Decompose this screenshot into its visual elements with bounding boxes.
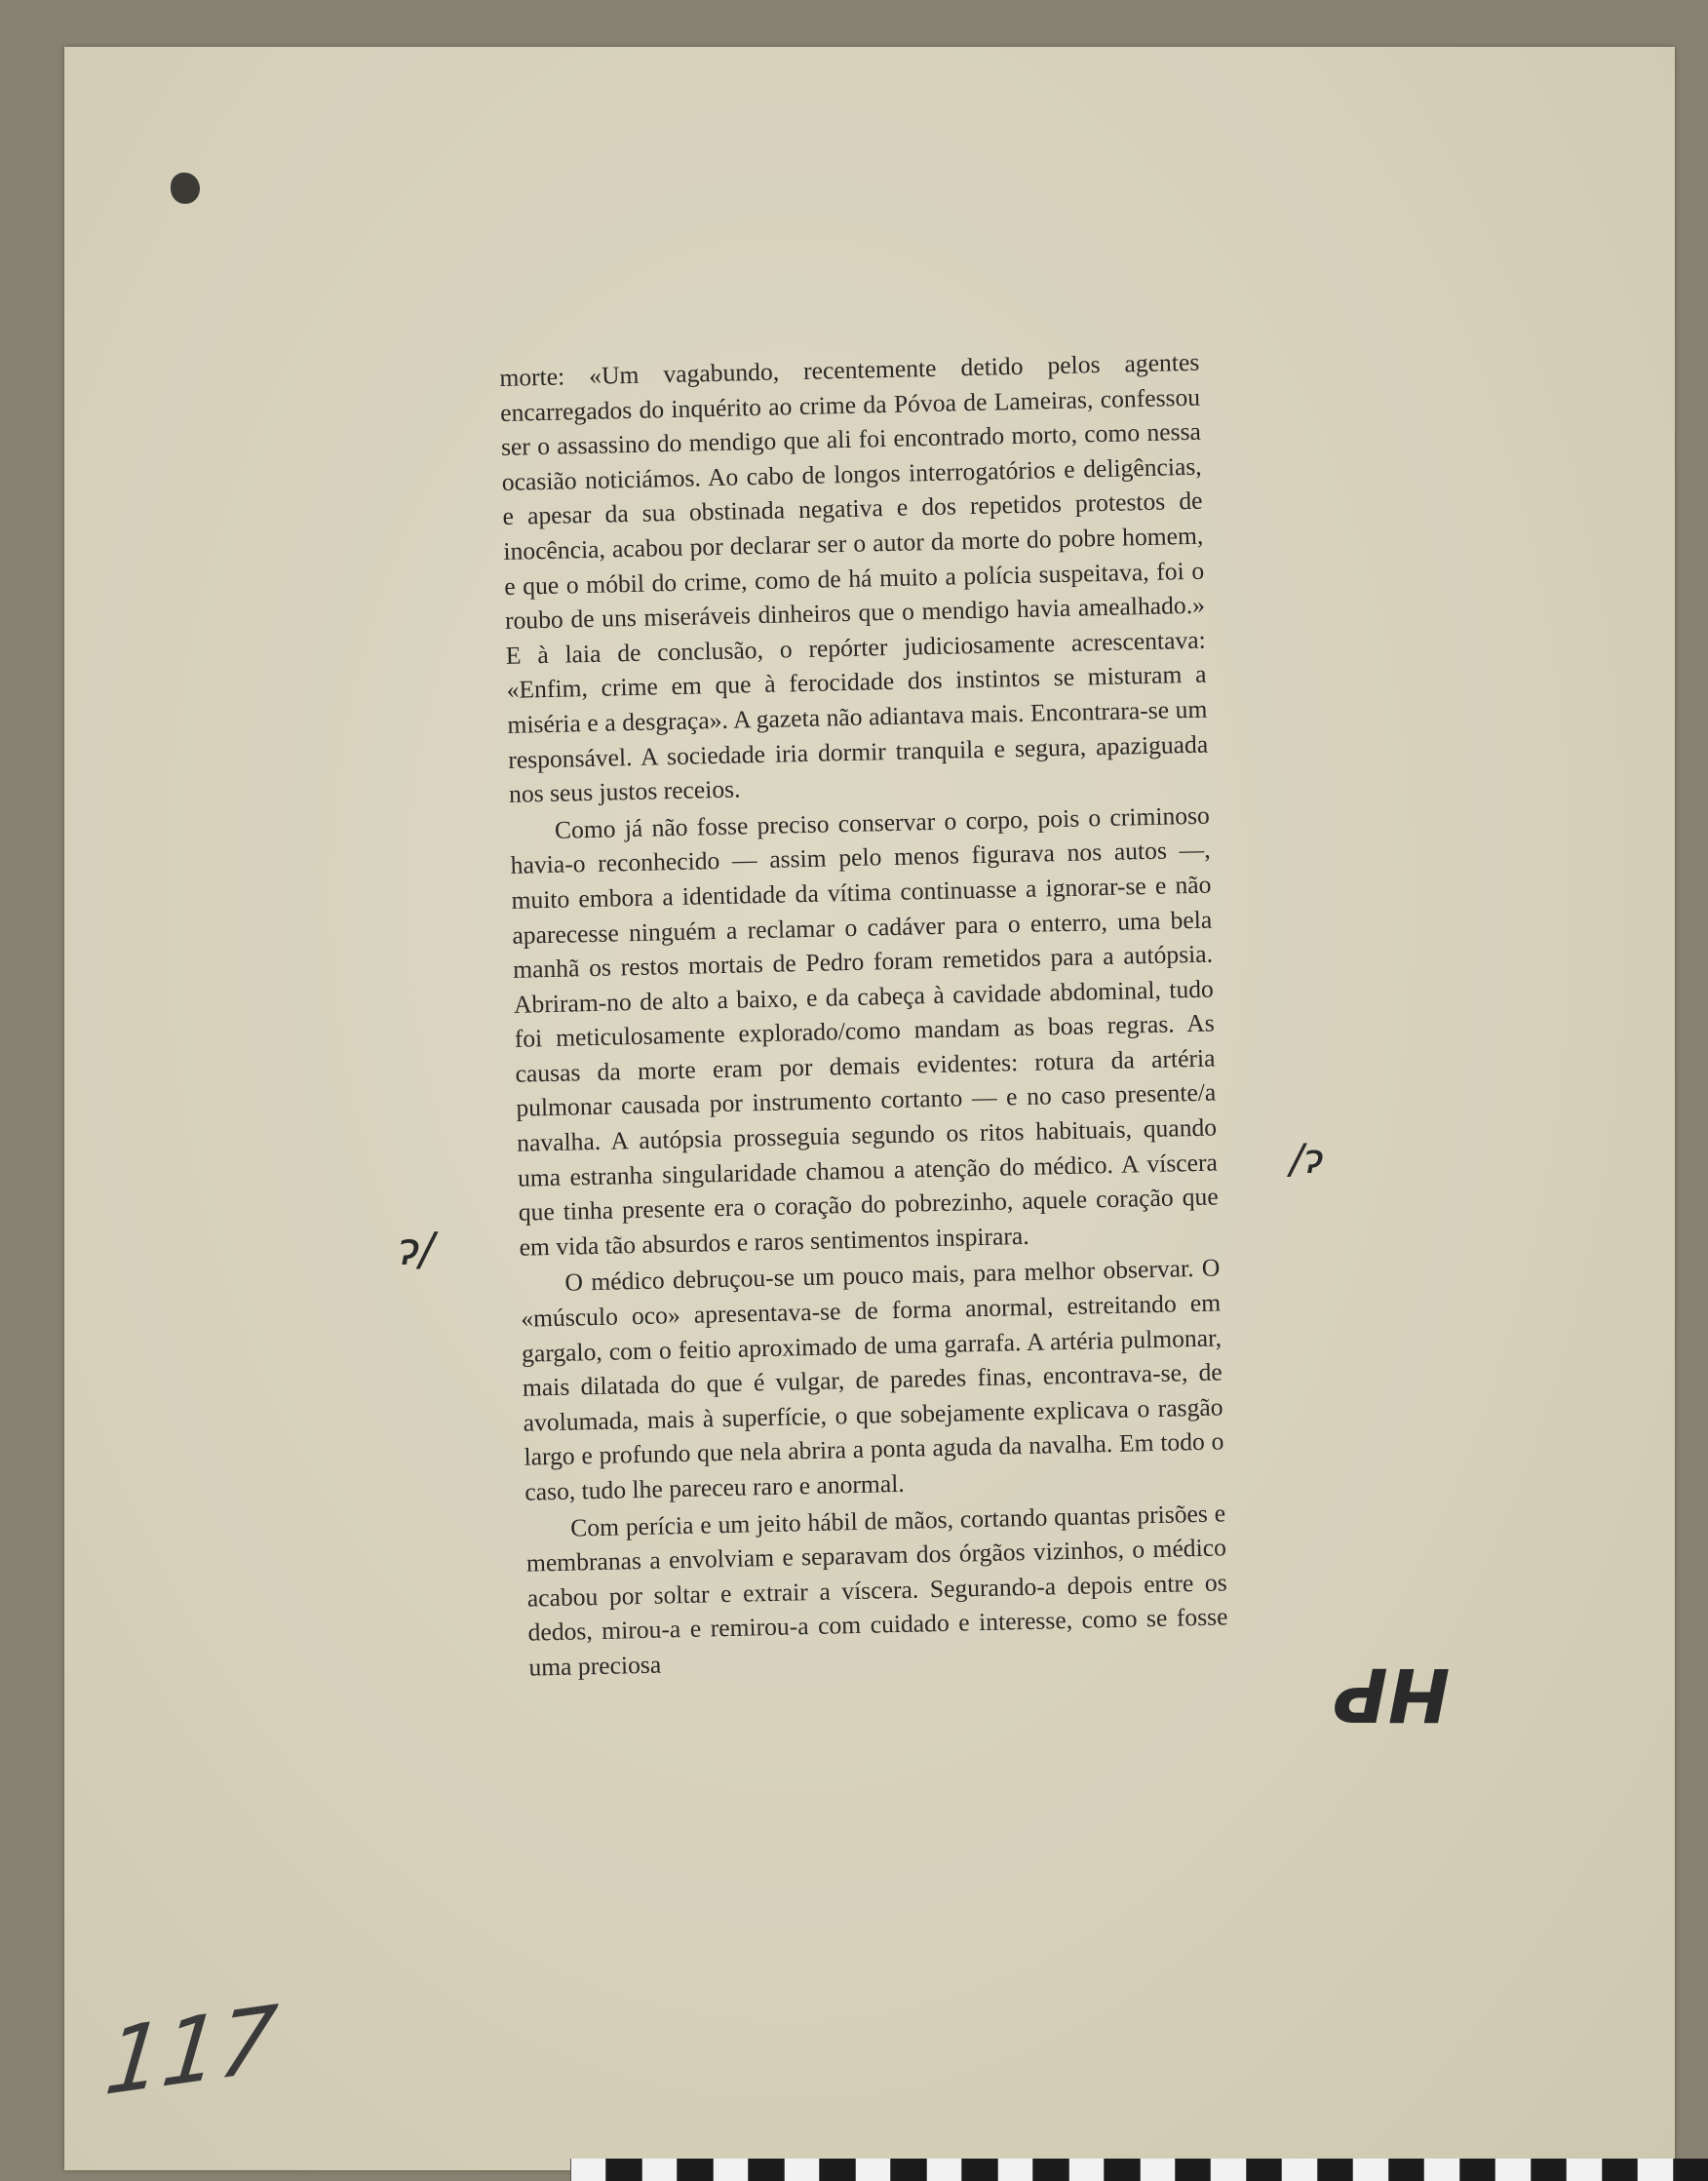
paragraph-3: O médico debruçou-se um pouco mais, para melhor observar. O «músculo oco» apresentava-se de forma anormal, estreitando em gargalo, com o feitio aproximado de uma garrafa. A artéria pulmonar, mais dilatada do que é vulgar, de paredes finas, encontrava-se, de avolumada, mais à superfície, o que sobejamente explicava o rasgão largo e profundo que nela abrira a ponta aguda da navalha. Em todo o caso, tudo lhe pareceu raro e anormal. (520, 1253, 1224, 1506)
margin-mark-right: /ɂ (1290, 1135, 1324, 1183)
body-text (499, 345, 1229, 1686)
paragraph-4: Com perícia e um jeito hábil de mãos, cortando quantas prisões e membranas a envolviam e separavam dos órgãos vizinhos, o médico acabou por soltar e extrair a víscera. Segurando-a depois entre os dedos, mirou-a e remirou-a com cuidado e interesse, como se fosse uma preciosa (525, 1498, 1228, 1682)
margin-mark-left: ɂ/ (398, 1223, 435, 1275)
scale-ruler (570, 2159, 1708, 2181)
punch-hole (171, 173, 200, 204)
page-number: 117 (100, 1985, 282, 2117)
paragraph-1: morte: «Um vagabundo, recentemente detido pelos agentes encarregados do inquérito ao crime da Póvoa de Lameiras, confessou ser o assassino do mendigo que ali foi encontrado morto, como nessa ocasião noticiámos. Ao cabo de longos interrogatórios e deligências, e apesar da sua obstinada negativa e dos repetidos protestos de inocência, acabou por declarar ser o autor da morte do pobre homem, e que o móbil do crime, como de há muito a polícia suspeitava, foi o roubo de uns miseráveis dinheiros que o mendigo havia amealhado.» E à laia de conclusão, o repórter judiciosamente acrescentava: «Enfim, crime em que à ferocidade dos instintos se misturam a miséria e a desgraça». A gazeta não adiantava mais. Encontrara-se um responsável. A sociedade iria dormir tranquila e segura, apaziguada nos seus justos receios. (499, 347, 1209, 809)
margin-mark-hp: HP (1334, 1652, 1451, 1738)
paragraph-2: Como já não fosse preciso conservar o corpo, pois o criminoso havia-o reconhecido — assim pelo menos figurava nos autos —, muito embora a identidade da vítima continuasse a ignorar-se e não aparecesse ninguém a reclamar o cadáver para o enterro, uma bela manhã os restos mortais de Pedro foram remetidos para a autópsia. Abriram-no de alto a baixo, e da cabeça à cavidade abdominal, tudo foi meticulosamente explorado/como mandam as boas regras. As causas da morte eram por demais evidentes: rotura da artéria pulmonar causada por instrumento cortanto — e no caso presente/a navalha. A autópsia prosseguia segundo os ritos habituais, quando uma estranha singularidade chamou a atenção do médico. A víscera que tinha presente era o coração do pobrezinho, aquele coração que em vida tão absurdos e raros sentimentos inspirara. (510, 800, 1219, 1262)
